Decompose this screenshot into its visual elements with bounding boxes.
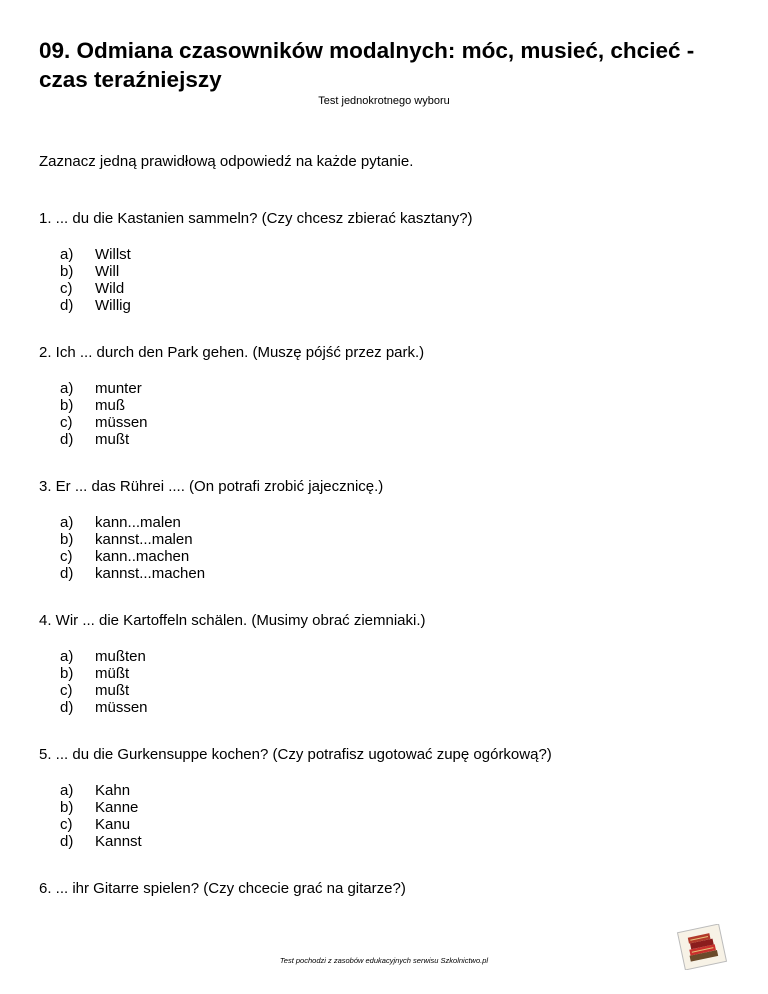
- option-letter: a): [60, 380, 74, 397]
- question-text: 6. ... ihr Gitarre spielen? (Czy chcecie grać na gitarze?): [39, 880, 406, 897]
- option-text: muß: [95, 397, 125, 414]
- page-title: 09. Odmiana czasowników modalnych: móc, musieć, chcieć - czas teraźniejszy: [39, 38, 695, 92]
- page-subtitle: Test jednokrotnego wyboru: [318, 95, 450, 107]
- option-letter: c): [60, 816, 73, 833]
- question-text: 3. Er ... das Rührei .... (On potrafi zrobić jajecznicę.): [39, 478, 384, 495]
- option-letter: a): [60, 246, 74, 263]
- answer-option-b[interactable]: [39, 799, 739, 816]
- answer-option-a[interactable]: [39, 648, 739, 665]
- option-text: kannst...malen: [95, 531, 193, 548]
- option-letter: d): [60, 833, 74, 850]
- option-text: kann...malen: [95, 514, 181, 531]
- page-footer: Test pochodzi z zasobów edukacyjnych serwisu Szkolnictwo.pl: [279, 956, 489, 965]
- question-2: [39, 344, 739, 448]
- question-text: 2. Ich ... durch den Park gehen. (Muszę pójść przez park.): [39, 344, 425, 361]
- question-6: [39, 880, 739, 898]
- option-text: Wild: [95, 280, 125, 297]
- answer-option-a[interactable]: [39, 514, 739, 531]
- option-text: Will: [95, 263, 120, 280]
- instruction-text: Zaznacz jedną prawidłową odpowiedź na każde pytanie.: [39, 153, 414, 170]
- option-text: kannst...machen: [95, 565, 206, 582]
- question-1: [39, 210, 739, 314]
- question-5: [39, 746, 739, 850]
- option-text: kann..machen: [95, 548, 190, 565]
- books-icon: [676, 924, 728, 970]
- option-letter: d): [60, 297, 74, 314]
- answer-option-b[interactable]: [39, 397, 739, 414]
- option-text: müssen: [95, 699, 148, 716]
- question-text: 5. ... du die Gurkensuppe kochen? (Czy potrafisz ugotować zupę ogórkową?): [39, 746, 552, 763]
- answer-option-a[interactable]: [39, 246, 739, 263]
- option-text: mußten: [95, 648, 146, 665]
- answer-options: [39, 648, 739, 716]
- option-text: mußt: [95, 682, 130, 699]
- answer-option-c[interactable]: [39, 682, 739, 699]
- answer-option-d[interactable]: [39, 699, 739, 716]
- option-text: munter: [95, 380, 142, 397]
- option-letter: a): [60, 648, 74, 665]
- option-letter: c): [60, 280, 73, 297]
- answer-option-a[interactable]: [39, 380, 739, 397]
- option-text: Kanu: [95, 816, 131, 833]
- option-letter: b): [60, 263, 74, 280]
- answer-options: [39, 782, 739, 850]
- option-letter: a): [60, 782, 74, 799]
- option-letter: d): [60, 699, 74, 716]
- answer-option-a[interactable]: [39, 782, 739, 799]
- answer-option-d[interactable]: [39, 297, 739, 314]
- option-letter: d): [60, 431, 74, 448]
- option-letter: a): [60, 514, 74, 531]
- answer-option-b[interactable]: [39, 263, 739, 280]
- option-text: Willst: [95, 246, 131, 263]
- question-4: [39, 612, 739, 716]
- option-text: mußt: [95, 431, 130, 448]
- option-letter: c): [60, 414, 73, 431]
- option-text: Kahn: [95, 782, 131, 799]
- answer-option-b[interactable]: [39, 531, 739, 548]
- option-letter: b): [60, 531, 74, 548]
- option-letter: c): [60, 548, 73, 565]
- answer-options: [39, 246, 739, 314]
- question-text: 1. ... du die Kastanien sammeln? (Czy chcesz zbierać kasztany?): [39, 210, 473, 227]
- answer-option-d[interactable]: [39, 565, 739, 582]
- answer-option-c[interactable]: [39, 816, 739, 833]
- answer-option-b[interactable]: [39, 665, 739, 682]
- option-letter: b): [60, 799, 74, 816]
- option-letter: b): [60, 665, 74, 682]
- option-letter: c): [60, 682, 73, 699]
- option-letter: b): [60, 397, 74, 414]
- option-text: müssen: [95, 414, 148, 431]
- answer-option-d[interactable]: [39, 833, 739, 850]
- option-text: müßt: [95, 665, 130, 682]
- answer-option-c[interactable]: [39, 548, 739, 565]
- question-3: [39, 478, 739, 582]
- answer-options: [39, 380, 739, 448]
- option-text: Kanne: [95, 799, 139, 816]
- option-letter: d): [60, 565, 74, 582]
- option-text: Kannst: [95, 833, 142, 850]
- answer-option-c[interactable]: [39, 280, 739, 297]
- option-text: Willig: [95, 297, 131, 314]
- question-text: 4. Wir ... die Kartoffeln schälen. (Musimy obrać ziemniaki.): [39, 612, 426, 629]
- answer-option-d[interactable]: [39, 431, 739, 448]
- answer-options: [39, 514, 739, 582]
- answer-option-c[interactable]: [39, 414, 739, 431]
